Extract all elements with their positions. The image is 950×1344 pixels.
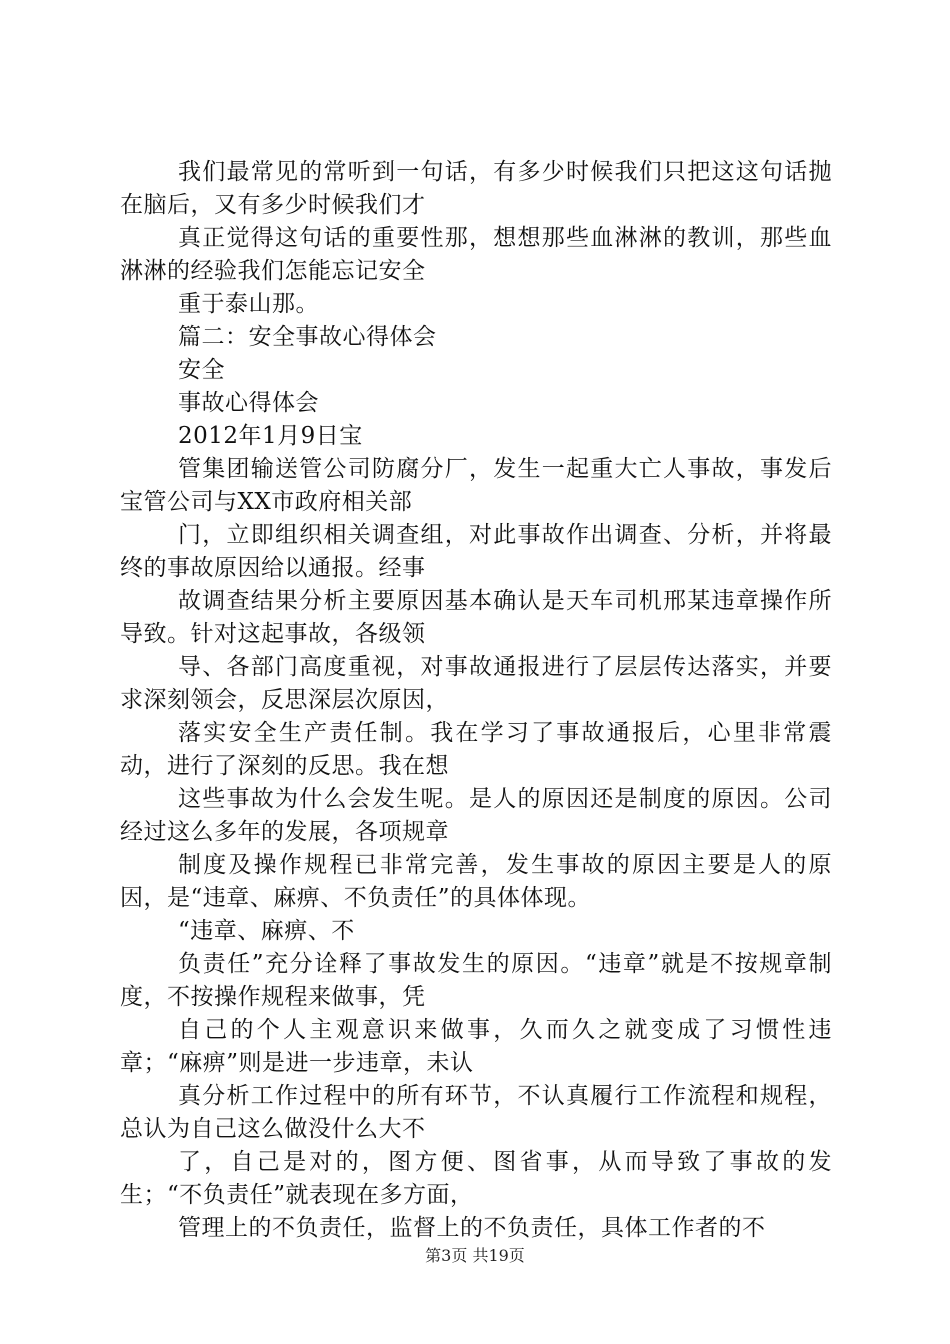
title-line-1: 安全 — [178, 357, 225, 383]
paragraph-20: 管理上的不负责任，监督上的不负责任，具体工作者的不 — [178, 1215, 766, 1241]
paragraph-14: 制度及操作规程已非常完善，发生事故的原因主要是人的原因，是“违章、麻痹、不负责任”的具体体现。 — [120, 852, 832, 911]
section-heading: 篇二：安全事故心得体会 — [178, 324, 437, 350]
paragraph-16: 负责任”充分诠释了事故发生的原因。“违章”就是不按规章制度，不按操作规程来做事，凭 — [120, 951, 832, 1010]
paragraph-2: 真正觉得这句话的重要性那，想想那些血淋淋的教训，那些血淋淋的经验我们怎能忘记安全 — [120, 225, 832, 284]
paragraph-18: 真分析工作过程中的所有环节，不认真履行工作流程和规程，总认为自己这么做没什么大不 — [120, 1083, 832, 1142]
paragraph-8: 管集团输送管公司防腐分厂，发生一起重大亡人事故，事发后宝管公司与XX市政府相关部 — [120, 456, 832, 515]
document-body — [120, 156, 832, 1245]
paragraph-17: 自己的个人主观意识来做事，久而久之就变成了习惯性违章；“麻痹”则是进一步违章，未认 — [120, 1017, 832, 1076]
paragraph-12: 落实安全生产责任制。我在学习了事故通报后，心里非常震动，进行了深刻的反思。我在想 — [120, 720, 832, 779]
paragraph-15: “违章、麻痹、不 — [178, 918, 355, 944]
paragraph-19: 了，自己是对的，图方便、图省事，从而导致了事故的发生；“不负责任”就表现在多方面， — [120, 1149, 832, 1208]
paragraph-13: 这些事故为什么会发生呢。是人的原因还是制度的原因。公司经过这么多年的发展，各项规章 — [120, 786, 832, 845]
paragraph-11: 导、各部门高度重视，对事故通报进行了层层传达落实，并要求深刻领会，反思深层次原因， — [120, 654, 832, 713]
page-number-footer: 第3页 共19页 — [425, 1246, 525, 1265]
paragraph-3: 重于泰山那。 — [178, 291, 319, 317]
paragraph-9: 门，立即组织相关调查组，对此事故作出调查、分析，并将最终的事故原因给以通报。经事 — [120, 522, 832, 581]
title-line-2: 事故心得体会 — [178, 390, 319, 416]
date-line: 2012年1月9日宝 — [178, 423, 363, 449]
paragraph-1: 我们最常见的常听到一句话，有多少时候我们只把这这句话抛在脑后，又有多少时候我们才 — [120, 159, 832, 218]
paragraph-10: 故调查结果分析主要原因基本确认是天车司机邢某违章操作所导致。针对这起事故，各级领 — [120, 588, 832, 647]
